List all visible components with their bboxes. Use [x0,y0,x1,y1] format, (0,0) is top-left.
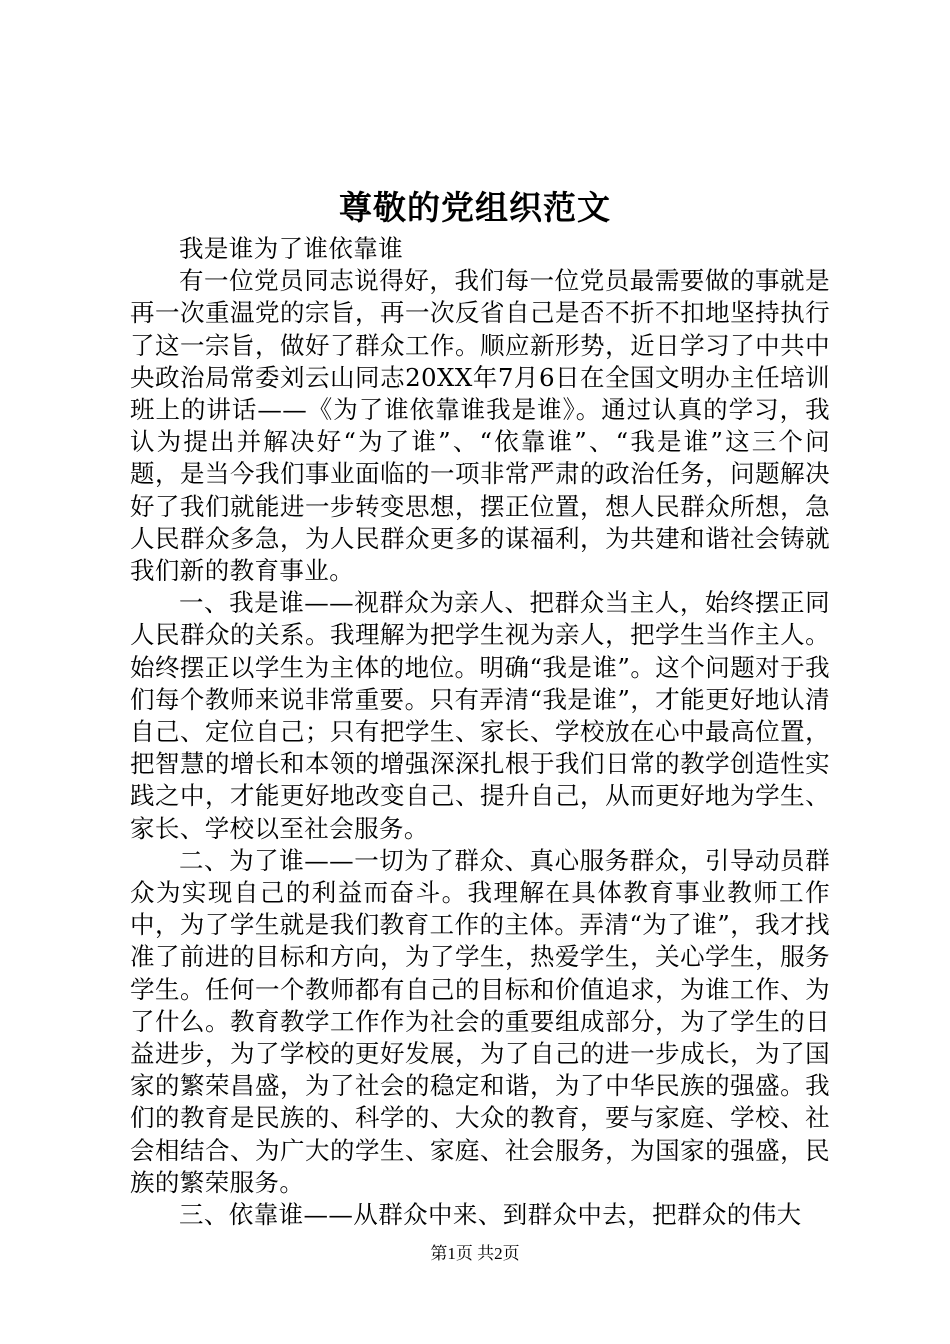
paragraph-heading: 我是谁为了谁依靠谁 [179,234,404,263]
document-body [130,233,830,1231]
paragraph-for-whom: 二、为了谁——一切为了群众、真心服务群众，引导动员群众为实现自己的利益而奋斗。我理解在具体教育事业教师工作中，为了学生就是我们教育工作的主体。弄清“为了谁”，我才找准了前进的目标和方向，为了学生，热爱学生，关心学生，服务学生。任何一个教师都有自己的目标和价值追求，为谁工作、为了什么。教育教学工作作为社会的重要组成部分，为了学生的日益进步，为了学校的更好发展，为了自己的进一步成长，为了国家的繁荣昌盛，为了社会的稳定和谐，为了中华民族的强盛。我们的教育是民族的、科学的、大众的教育，要与家庭、学校、社会相结合、为广大的学生、家庭、社会服务，为国家的强盛，民族的繁荣服务。 [130,845,830,1197]
paragraph-who-am-i: 一、我是谁——视群众为亲人、把群众当主人，始终摆正同人民群众的关系。我理解为把学生视为亲人，把学生当作主人。始终摆正以学生为主体的地位。明确“我是谁”。这个问题对于我们每个教师来说非常重要。只有弄清“我是谁”，才能更好地认清自己、定位自己；只有把学生、家长、学校放在心中最高位置，把智慧的增长和本领的增强深深扎根于我们日常的教学创造性实践之中，才能更好地改变自己、提升自己，从而更好地为学生、家长、学校以至社会服务。 [130,588,830,843]
paragraph-rely-on-whom: 三、依靠谁——从群众中来、到群众中去，把群众的伟大 [179,1200,802,1230]
paragraph-intro: 有一位党员同志说得好，我们每一位党员最需要做的事就是再一次重温党的宗旨，再一次反省自己是否不折不扣地坚持执行了这一宗旨，做好了群众工作。顺应新形势，近日学习了中共中央政治局常委刘云山同志20XX年7月6日在全国文明办主任培训班上的讲话——《为了谁依靠谁我是谁》。通过认真的学习，我认为提出并解决好“为了谁”、“依靠谁”、“我是谁”这三个问题，是当今我们事业面临的一项非常严肃的政治任务，问题解决好了我们就能进一步转变思想，摆正位置，想人民群众所想，急人民群众多急，为人民群众更多的谋福利，为共建和谐社会铸就我们新的教育事业。 [130,266,830,586]
page-footer: 第1页 共2页 [430,1244,520,1263]
document-title: 尊敬的党组织范文 [339,188,611,227]
